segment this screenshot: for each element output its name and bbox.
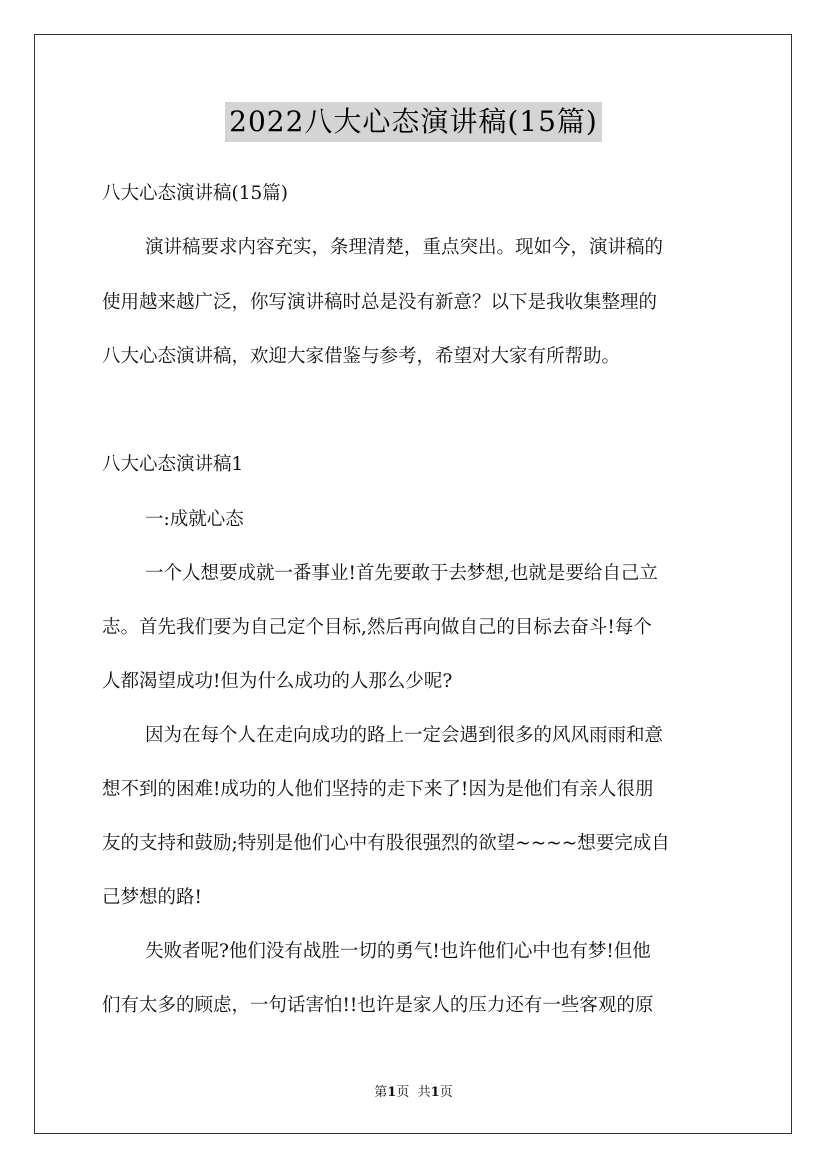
- paragraph-3-line-2: 们有太多的顾虑，一句话害怕!!也许是家人的压力还有一些客观的原: [102, 995, 654, 1016]
- total-pages: 1: [430, 1085, 440, 1100]
- intro-line-2: 使用越来越广泛，你写演讲稿时总是没有新意？以下是我收集整理的: [102, 292, 658, 313]
- page-suffix: 页: [396, 1085, 410, 1100]
- document-subtitle: 八大心态演讲稿(15篇): [102, 183, 288, 204]
- paragraph-1-line-1: 一个人想要成就一番事业!首先要敢于去梦想,也就是要给自己立: [145, 563, 658, 584]
- page-number: 1: [387, 1085, 397, 1100]
- paragraph-2-line-1: 因为在每个人在走向成功的路上一定会遇到很多的风风雨雨和意: [145, 725, 664, 746]
- page-prefix: 第: [374, 1085, 388, 1100]
- intro-line-3: 八大心态演讲稿，欢迎大家借鉴与参考，希望对大家有所帮助。: [102, 346, 621, 367]
- point-heading: 一:成就心态: [145, 509, 244, 530]
- intro-line-1: 演讲稿要求内容充实，条理清楚，重点突出。现如今，演讲稿的: [145, 237, 664, 258]
- page-footer: [0, 1085, 827, 1101]
- total-suffix: 页: [439, 1085, 453, 1100]
- paragraph-3-line-1: 失败者呢?他们没有战胜一切的勇气!也许他们心中也有梦!但他: [145, 941, 651, 962]
- paragraph-1-line-2: 志。首先我们要为自己定个目标,然后再向做自己的目标去奋斗!每个: [102, 617, 652, 638]
- section-heading: 八大心态演讲稿1: [102, 454, 244, 475]
- total-prefix: 共: [417, 1085, 431, 1100]
- document-title: 2022八大心态演讲稿(15篇): [225, 102, 602, 142]
- title-wrap: [0, 102, 827, 142]
- paragraph-2-line-3: 友的支持和鼓励;特别是他们心中有股很强烈的欲望~~~~想要完成自: [102, 833, 670, 854]
- paragraph-2-line-4: 己梦想的路!: [102, 887, 202, 908]
- paragraph-1-line-3: 人都渴望成功!但为什么成功的人那么少呢?: [102, 671, 453, 692]
- paragraph-2-line-2: 想不到的困难!成功的人他们坚持的走下来了!因为是他们有亲人很朋: [102, 779, 654, 800]
